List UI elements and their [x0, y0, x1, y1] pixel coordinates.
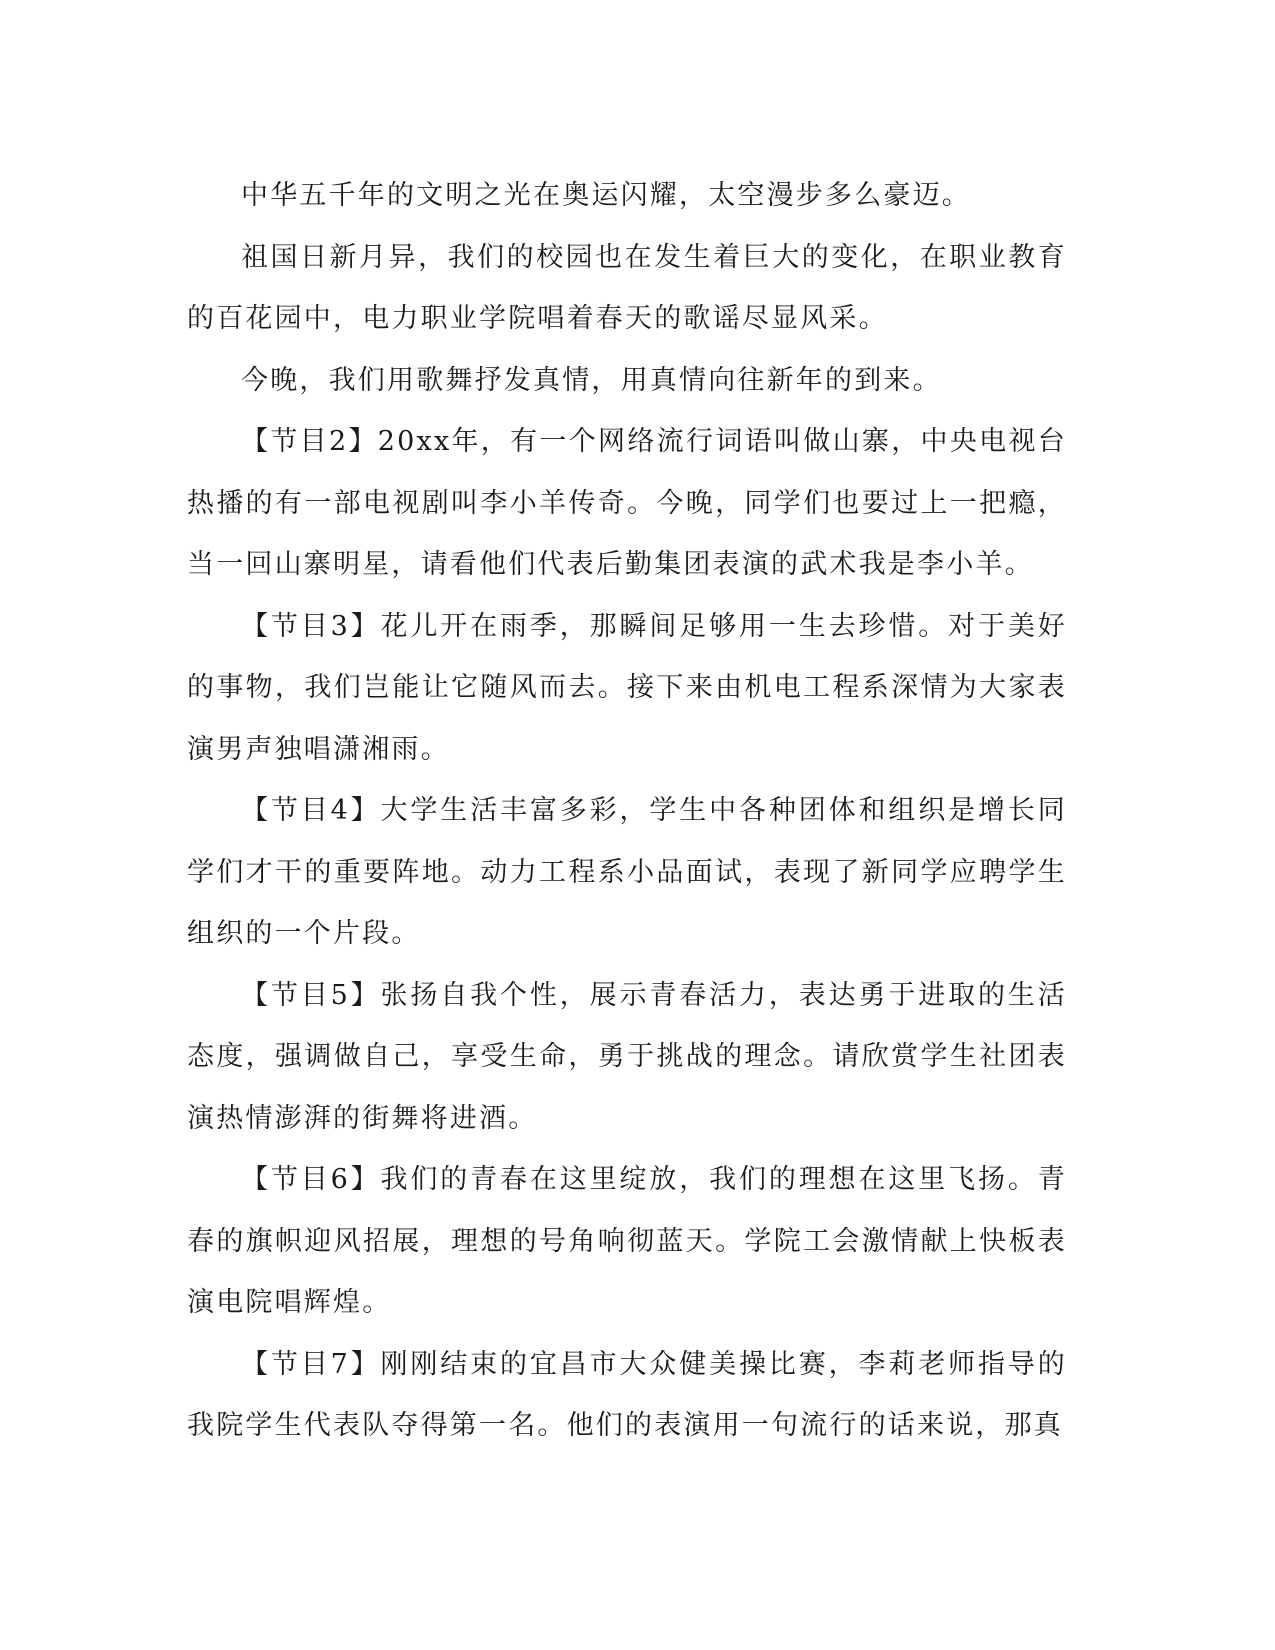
paragraph-1: 中华五千年的文明之光在奥运闪耀，太空漫步多么豪迈。	[241, 180, 971, 211]
document-body	[187, 165, 1067, 1457]
paragraph-program-2: 【节目2】20xx年，有一个网络流行词语叫做山寨，中央电视台热播的有一部电视剧叫李小羊传奇。今晚，同学们也要过上一把瘾，当一回山寨明星，请看他们代表后勤集团表演的武术我是李小羊。	[187, 426, 1067, 580]
paragraph-3: 今晚，我们用歌舞抒发真情，用真情向往新年的到来。	[241, 364, 942, 396]
paragraph-program-6: 【节目6】我们的青春在这里绽放，我们的理想在这里飞扬。青春的旗帜迎风招展，理想的号角响彻蓝天。学院工会激情献上快板表演电院唱辉煌。	[187, 1164, 1067, 1318]
paragraph-program-7: 【节目7】刚刚结束的宜昌市大众健美操比赛，李莉老师指导的我院学生代表队夺得第一名。他们的表演用一句流行的话来说，那真	[187, 1348, 1067, 1441]
paragraph-program-3: 【节目3】花儿开在雨季，那瞬间足够用一生去珍惜。对于美好的事物，我们岂能让它随风而去。接下来由机电工程系深情为大家表演男声独唱潇湘雨。	[187, 610, 1067, 765]
paragraph-program-5: 【节目5】张扬自我个性，展示青春活力，表达勇于进取的生活态度，强调做自己，享受生命，勇于挑战的理念。请欣赏学生社团表演热情澎湃的街舞将进酒。	[187, 979, 1067, 1134]
paragraph-2: 祖国日新月异，我们的校园也在发生着巨大的变化，在职业教育的百花园中，电力职业学院唱着春天的歌谣尽显风采。	[187, 241, 1067, 334]
paragraph-program-4: 【节目4】大学生活丰富多彩，学生中各种团体和组织是增长同学们才干的重要阵地。动力工程系小品面试，表现了新同学应聘学生组织的一个片段。	[187, 795, 1067, 949]
